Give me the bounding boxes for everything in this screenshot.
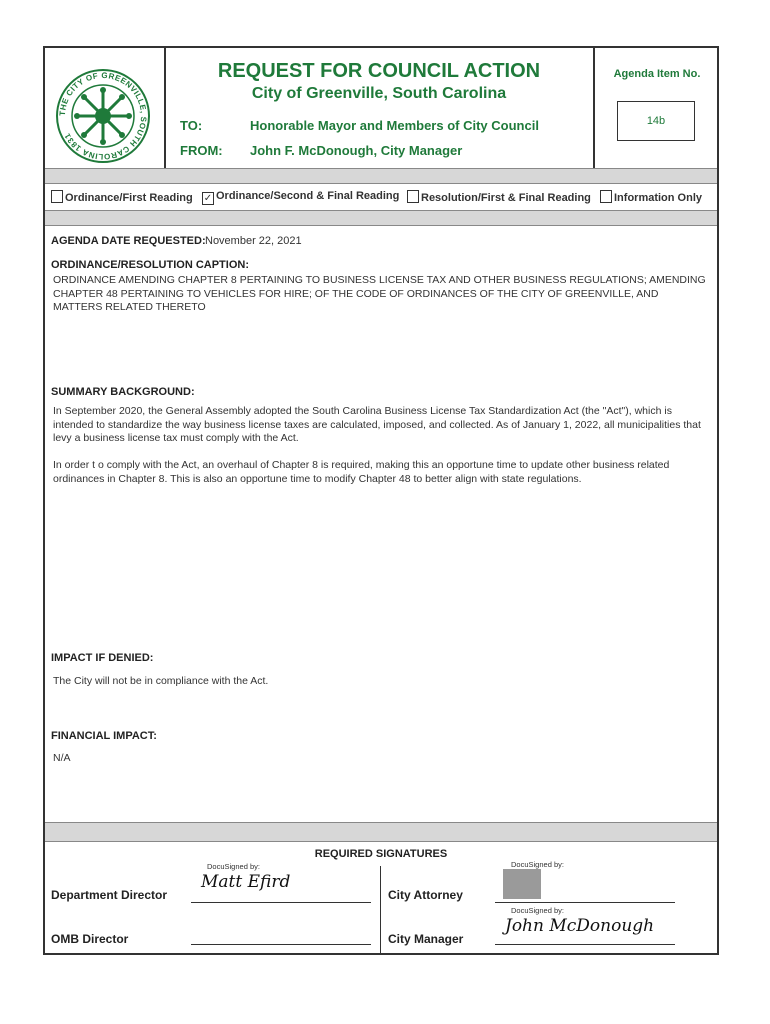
checkbox-box[interactable] xyxy=(51,190,63,203)
financial-impact-label: FINANCIAL IMPACT: xyxy=(51,730,157,742)
summary-paragraph-2[interactable]: In order t o comply with the Act, an overhaul of Chapter 8 is required, making this an opportune time to update other business related ordinances in Chapter 8. This is also an opportune time to modify Chapter 48 to better align with state regulations. xyxy=(53,459,670,485)
omb-director-label: OMB Director xyxy=(51,932,129,946)
summary-label: SUMMARY BACKGROUND: xyxy=(51,386,195,398)
checkbox-label: Resolution/First & Final Reading xyxy=(421,192,591,204)
signatures-section xyxy=(45,842,717,953)
city-manager-signature-line[interactable] xyxy=(495,944,675,945)
to-label: TO: xyxy=(180,118,203,133)
agenda-date-value[interactable]: November 22, 2021 xyxy=(205,235,302,247)
checkbox-box[interactable] xyxy=(407,190,419,203)
docusigned-label: DocuSigned by: xyxy=(511,906,564,915)
form-header xyxy=(45,48,717,170)
city-attorney-signature-image xyxy=(503,869,541,899)
city-name: City of Greenville, South Carolina xyxy=(251,85,507,102)
form-title: REQUEST FOR COUNCIL ACTION xyxy=(217,60,541,82)
reading-type-checkboxes xyxy=(45,184,717,210)
divider-band xyxy=(45,168,717,184)
department-director-signature-line[interactable] xyxy=(191,902,371,903)
signatures-title: REQUIRED SIGNATURES xyxy=(314,848,448,860)
city-attorney-label: City Attorney xyxy=(388,888,463,902)
divider-band xyxy=(45,210,717,226)
docusigned-label: DocuSigned by: xyxy=(207,862,260,871)
from-value: John F. McDonough, City Manager xyxy=(250,143,463,158)
omb-director-signature-line[interactable] xyxy=(191,944,371,945)
city-manager-signature: John McDonough xyxy=(505,916,655,936)
agenda-date-label: AGENDA DATE REQUESTED: xyxy=(51,235,206,247)
summary-paragraph-1[interactable]: In September 2020, the General Assembly adopted the South Carolina Business License Tax Standardization Act (the "Act"), which is intended to standardize the way business license taxes are calculated, imposed, and collected. As of January 1, 2022, all municipalities that levy a business license tax must comply with the Act. xyxy=(53,405,701,444)
agenda-item-cell xyxy=(593,48,719,168)
checkbox-box[interactable] xyxy=(600,190,612,203)
checkbox-resolution-first-final[interactable] xyxy=(407,190,591,204)
checkbox-ordinance-first-reading[interactable] xyxy=(51,190,193,204)
to-value: Honorable Mayor and Members of City Council xyxy=(250,118,539,133)
seal-text: THE CITY OF GREENVILLE, SOUTH CAROLINA 1831 xyxy=(57,70,149,162)
department-director-signature: Matt Efird xyxy=(201,872,291,892)
department-director-label: Department Director xyxy=(51,888,168,902)
financial-impact-text[interactable]: N/A xyxy=(53,752,71,764)
docusigned-label: DocuSigned by: xyxy=(511,860,564,869)
checkbox-label: Information Only xyxy=(614,192,702,204)
agenda-item-label: Agenda Item No. xyxy=(613,68,701,80)
city-manager-label: City Manager xyxy=(388,932,464,946)
from-label: FROM: xyxy=(180,143,223,158)
seal-cell xyxy=(45,48,166,168)
agenda-item-number[interactable]: 14b xyxy=(617,101,695,141)
checkbox-information-only[interactable] xyxy=(600,190,702,204)
divider-band xyxy=(45,822,717,842)
checkbox-ordinance-second-final[interactable] xyxy=(202,190,399,205)
impact-text[interactable]: The City will not be in compliance with the Act. xyxy=(53,675,269,687)
checkbox-label: Ordinance/Second & Final Reading xyxy=(216,190,400,202)
impact-label: IMPACT IF DENIED: xyxy=(51,652,154,664)
council-action-form xyxy=(43,46,719,955)
checkmark-icon[interactable]: ✓ xyxy=(203,193,213,204)
title-cell xyxy=(166,48,592,168)
city-seal-icon xyxy=(55,68,151,164)
caption-text[interactable]: ORDINANCE AMENDING CHAPTER 8 PERTAINING TO BUSINESS LICENSE TAX AND OTHER BUSINESS REGULATIONS; AMENDING CHAPTER 48 PERTAINING TO VEHICLES FOR HIRE; OF THE CODE OF ORDINANCES OF THE CITY OF GREENVILLE, AND MATTERS RELATED THERETO xyxy=(53,274,706,313)
caption-label: ORDINANCE/RESOLUTION CAPTION: xyxy=(51,259,249,271)
signature-column-divider xyxy=(380,866,381,953)
city-attorney-signature-line[interactable] xyxy=(495,902,675,903)
checkbox-label: Ordinance/First Reading xyxy=(65,192,193,204)
